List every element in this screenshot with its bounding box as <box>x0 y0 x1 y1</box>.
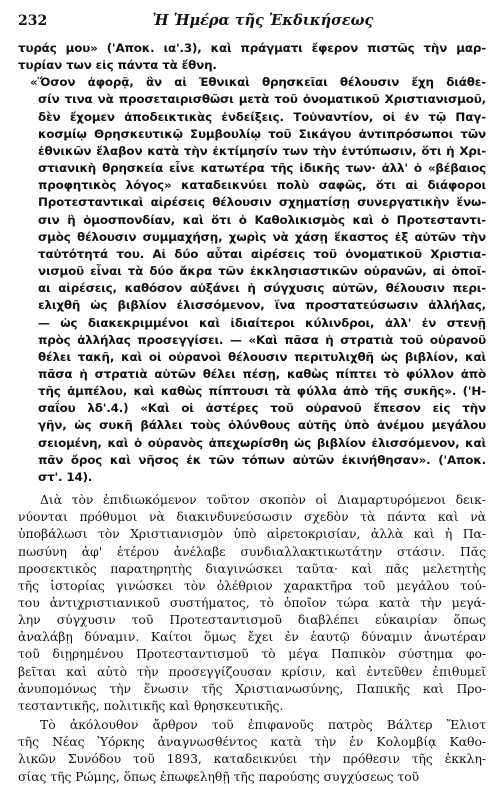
text-line: ἀναλάβῃ δύναμιν. Καίτοι ὅμως ἔχει ἐν ἑαυτῷ δύναμιν ἀνωτέραν <box>18 629 486 645</box>
text-line: σιν ἢ ὁμοσπονδίαν, καὶ ὅτι ὁ Καθολικισμὸς καὶ ὁ Προτεσταντι- <box>38 212 486 227</box>
text-line: τεσταντικῆς, πολιτικῆς καὶ θρησκευτικῆς. <box>18 697 284 713</box>
text-line: Προτεσταντικαὶ αἱρέσεις θέλουσιν σχηματίσῃ συνεργατικὴν ἕνω- <box>38 195 486 210</box>
text-line: λην σύγχυσιν τοῦ Προτεσταντισμοῦ διαβλέπει εὐκαιρίαν ὅπως <box>18 612 486 628</box>
text-line: «Ὅσον ἀφορᾷ, ἂν αἱ Ἐθνικαὶ θρησκεῖαι θέλουσιν ἔχη διάθε- <box>30 75 486 90</box>
text-line: τῆς ἀμπέλου, καὶ καθὼς πίπτουσι τὰ φύλλα ἀπὸ τῆς συκῆς». ('Η- <box>38 384 486 399</box>
text-line: στιανικὴ θρησκεία εἶνε κατωτέρα τῆς ἰδικῆς των· ἀλλ' ὁ «βέβαιος <box>38 161 486 176</box>
text-line: ελιχθῆ ὡς βιβλίον ἐλισσόμενον, ἵνα προστατεύσωσιν ἀλλήλας, <box>38 298 486 313</box>
text-line: Διὰ τὸν ἐπιδιωκόμενον τοῦτον σκοπὸν οἱ Διαμαρτυρόμενοι δεικ- <box>40 492 486 508</box>
text-line: πᾶσα ἡ στρατιὰ αὐτῶν θέλει πέσῃ, καθὼς πίπτει τὸ φύλλον ἀπὸ <box>38 366 486 381</box>
text-line: νισμοῦ εἶναι τὰ δύο ἄκρα τῶν ἐκκλησιαστικῶν οὐρανῶν, αἱ ὁποῖ- <box>38 264 486 279</box>
text-line: ὑποβάλωσι τὸν Χριστιανισμὸν ὑπὸ αἱρετοκρισίαν, ἀλλὰ καὶ ἡ Πα- <box>18 526 486 542</box>
page-body <box>18 40 486 785</box>
page-number: 232 <box>18 13 48 29</box>
text-line: τυράς μου» ('Αποκ. ια'.3), καὶ πράγματι ἔφερον πιστῶς τὴν μαρ- <box>18 41 486 55</box>
text-line: σειομένη, καὶ ὁ οὐρανὸς ἀπεχωρίσθη ὡς βιβλίον ἐλισσόμενον, καὶ <box>38 435 486 450</box>
text-line: σμὸς θέλουσιν συμμαχήσῃ, χωρὶς νὰ χάσῃ ἕκαστος ἐξ αὐτῶν τὴν <box>38 229 486 244</box>
text-line: δὲν ἔχομεν ἀποδεικτικὰς ἐνδείξεις. Τοὐναντίον, οἱ ἐν τῷ Παγ- <box>38 109 486 124</box>
text-line: λικῶν Συνόδου τοῦ 1893, καταδεικνύει τὴν πρόθεσιν τῆς ἐκκλη- <box>18 751 486 767</box>
quotation-block <box>18 40 486 486</box>
text-line: πωσύνη ἀφ' ἑτέρου ἀνέλαβε συνδιαλλακτικωτάτην στάσιν. Πᾶς <box>18 543 486 559</box>
text-line: τῆς Νέας Ὑόρκης ἀναγνωσθέντος κατὰ τὴν ἐν Κολομβίᾳ Καθο- <box>18 734 486 750</box>
text-line: στ'. 14). <box>38 469 93 484</box>
text-line: του ἀντιχριστιανικοῦ συστήματος, τὸ ὁποῖον τώρα κατὰ τὴν μεγά- <box>18 595 486 610</box>
text-line: πᾶν ὄρος καὶ νῆσος ἐκ τῶν τόπων αὐτῶν ἐκινήθησαν». ('Αποκ. <box>38 452 486 467</box>
body-paragraph <box>18 491 486 714</box>
text-line: — ὡς διακεκριμμένοι καὶ ἰδιαίτεροι κύλινδροι, ἀλλ' ἐν στενῇ <box>38 315 486 330</box>
text-line: αι αἱρέσεις, καθόσον αὐξάνει ἡ σύγχυσις αὐτῶν, θέλουσιν περι- <box>38 281 486 296</box>
text-line: σίν τινα νὰ προσεταιρισθῶσι μετὰ τοῦ ὀνοματικοῦ Χριστιανισμοῦ, <box>38 92 486 107</box>
body-paragraph <box>18 716 486 785</box>
text-line: ἐθνικῶν ἔλαβον κατὰ τὴν ἐκτίμησίν των τὴν ἐντύπωσιν, ὅτι ἡ Χρι- <box>38 143 486 158</box>
text-line: προφητικὸς λόγος» καταδεικνύει πολὺ σαφῶς, ὅτι αἱ διάφοροι <box>38 178 486 193</box>
text-line: ταὐτότητά του. Αἱ δύο αὗται αἱρέσεις τοῦ ὀνοματικοῦ Χριστια- <box>38 246 486 261</box>
text-line: θέλει τακῆ, καὶ οἱ οὐρανοὶ θέλουσιν περιτυλιχθῆ ὡς βιβλίον, καὶ <box>38 349 486 364</box>
text-line: πρὸς ἀλλήλας προσεγγίσει. — «Καὶ πᾶσα ἡ στρατιὰ τοῦ οὐρανοῦ <box>38 332 486 347</box>
text-line: γῆν, ὡς συκῆ βάλλει τοὺς ὀλύνθους αὐτῆς ὑπὸ ἀνέμου μεγάλου <box>38 418 486 433</box>
text-line: νύονται πρόθυμοι νὰ διακινδυνεύσωσιν σχεδὸν τὰ πάντα καὶ νὰ <box>18 509 486 525</box>
text-line: βεῖται καὶ αὐτὸ τὴν προσεγγίζουσαν κρίσιν, καὶ ἐντεῦθεν ἐπιθυμεῖ <box>18 663 486 679</box>
running-head: Ἡ Ἡμέρα τῆς Ἐκδικήσεως <box>152 12 374 29</box>
text-line: τῆς ἱστορίας γινώσκει τὸν ὀλέθριον χαρακτῆρα τοῦ μεγάλου τού- <box>18 577 486 593</box>
text-line: κοσμίῳ Θρησκευτικῷ Συμβουλίῳ τοῦ Σικάγου ἀντιπρόσωποι τῶν <box>38 126 486 141</box>
text-line: σαΐου λδ'.4.) «Καὶ οἱ ἀστέρες τοῦ οὐρανοῦ ἔπεσον εἰς τὴν <box>38 401 486 416</box>
text-line: τυρίαν των εἰς πάντα τὰ ἔθνη. <box>18 58 217 73</box>
text-line: σίας τῆς Ρώμης, ὅπως ἐπωφεληθῇ τῆς παρούσης συγχύσεως τοῦ <box>18 768 420 784</box>
text-line: προσεκτικὸς παρατηρητὴς διαγινώσκει ταῦτα· καὶ πᾶς μελετητὴς <box>18 560 486 576</box>
text-line: Τὸ ἀκόλουθον ἄρθρον τοῦ ἐπιφανοῦς πατρὸς Βάλτερ Ἔλιοτ <box>40 717 486 733</box>
page-header <box>18 12 486 36</box>
text-line: τοῦ διῃρημένου Προτεσταντισμοῦ τὸ μέγα Παπικὸν σύστημα φο- <box>18 646 486 662</box>
text-line: ἀνυπομόνως τὴν ἕνωσιν τῆς Χριστιανωσύνης, Παπικῆς καὶ Προ- <box>18 680 486 696</box>
